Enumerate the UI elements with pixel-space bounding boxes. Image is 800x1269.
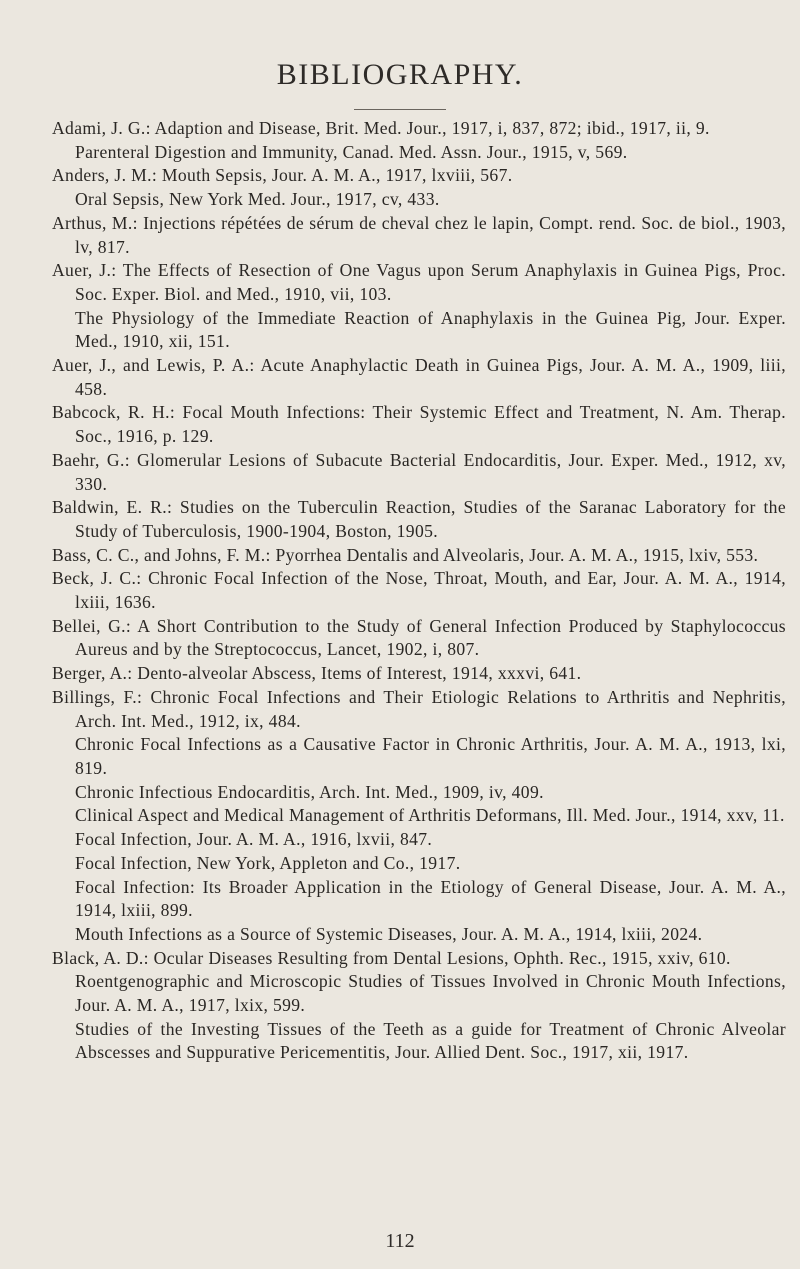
bibliography-entry: Focal Infection: Its Broader Application in the Etiology of General Disease, Jour. A. M. A., 1914, lxiii, 899. [75,876,786,921]
bibliography-entry: Mouth Infections as a Source of Systemic Diseases, Jour. A. M. A., 1914, lxiii, 2024. [75,923,703,944]
title-divider [354,109,446,110]
bibliography-entry: Roentgenographic and Microscopic Studies of Tissues Involved in Chronic Mouth Infections, Jour. A. M. A., 1917, lxix, 599. [75,971,786,1016]
bibliography-entry: Arthus, M.: Injections répétées de sérum de cheval chez le lapin, Compt. rend. Soc. de biol., 1903, lv, 817. [52,212,786,257]
bibliography-list [52,117,786,1065]
bibliography-entry: Adami, J. G.: Adaption and Disease, Brit. Med. Jour., 1917, i, 837, 872; ibid., 1917, ii, 9. [52,118,710,138]
page-title: BIBLIOGRAPHY. [276,58,524,91]
bibliography-entry: Anders, J. M.: Mouth Sepsis, Jour. A. M. A., 1917, lxviii, 567. [52,165,513,186]
bibliography-entry: The Physiology of the Immediate Reaction of Anaphylaxis in the Guinea Pig, Jour. Exper. Med., 1910, xii, 151. [75,307,786,352]
bibliography-entry: Clinical Aspect and Medical Management of Arthritis Deformans, Ill. Med. Jour., 1914, xxv, 11. [75,805,785,826]
bibliography-entry: Babcock, R. H.: Focal Mouth Infections: Their Systemic Effect and Treatment, N. Am. Therap. Soc., 1916, p. 129. [52,402,786,447]
bibliography-entry: Focal Infection, New York, Appleton and Co., 1917. [75,852,461,873]
bibliography-entry: Baldwin, E. R.: Studies on the Tuberculin Reaction, Studies of the Saranac Laboratory for the Study of Tuberculosis, 1900-1904, Boston, 1905. [52,497,786,541]
bibliography-entry: Chronic Infectious Endocarditis, Arch. Int. Med., 1909, iv, 409. [75,781,544,802]
page-number: 112 [385,1230,415,1252]
bibliography-entry: Chronic Focal Infections as a Causative Factor in Chronic Arthritis, Jour. A. M. A., 1913, lxi, 819. [75,734,786,778]
bibliography-entry: Bass, C. C., and Johns, F. M.: Pyorrhea Dentalis and Alveolaris, Jour. A. M. A., 1915, lxiv, 553. [52,544,759,565]
bibliography-entry: Baehr, G.: Glomerular Lesions of Subacute Bacterial Endocarditis, Jour. Exper. Med., 1912, xv, 330. [52,449,786,494]
bibliography-entry: Billings, F.: Chronic Focal Infections and Their Etiologic Relations to Arthritis and Nephritis, Arch. Int. Med., 1912, ix, 484. [52,686,786,731]
bibliography-entry: Studies of the Investing Tissues of the Teeth as a guide for Treatment of Chronic Alveolar Abscesses and Suppurative Pericementitis, Jour. Allied Dent. Soc., 1917, xii, 1917. [75,1018,786,1063]
bibliography-entry: Berger, A.: Dento-alveolar Abscess, Items of Interest, 1914, xxxvi, 641. [52,663,582,684]
bibliography-entry: Auer, J.: The Effects of Resection of One Vagus upon Serum Anaphylaxis in Guinea Pigs, Proc. Soc. Exper. Biol. and Med., 1910, vii, 103. [52,260,786,304]
bibliography-entry: Parenteral Digestion and Immunity, Canad. Med. Assn. Jour., 1915, v, 569. [75,141,628,162]
bibliography-entry: Auer, J., and Lewis, P. A.: Acute Anaphylactic Death in Guinea Pigs, Jour. A. M. A., 1909, liii, 458. [52,355,786,399]
bibliography-entry: Bellei, G.: A Short Contribution to the Study of General Infection Produced by Staphylococcus Aureus and by the Streptococcus, Lancet, 1902, i, 807. [52,615,786,660]
bibliography-entry: Beck, J. C.: Chronic Focal Infection of the Nose, Throat, Mouth, and Ear, Jour. A. M. A., 1914, lxiii, 1636. [52,568,786,613]
bibliography-entry: Black, A. D.: Ocular Diseases Resulting from Dental Lesions, Ophth. Rec., 1915, xxiv, 610. [52,947,731,968]
bibliography-entry: Oral Sepsis, New York Med. Jour., 1917, cv, 433. [75,189,440,210]
bibliography-entry: Focal Infection, Jour. A. M. A., 1916, lxvii, 847. [75,829,433,850]
